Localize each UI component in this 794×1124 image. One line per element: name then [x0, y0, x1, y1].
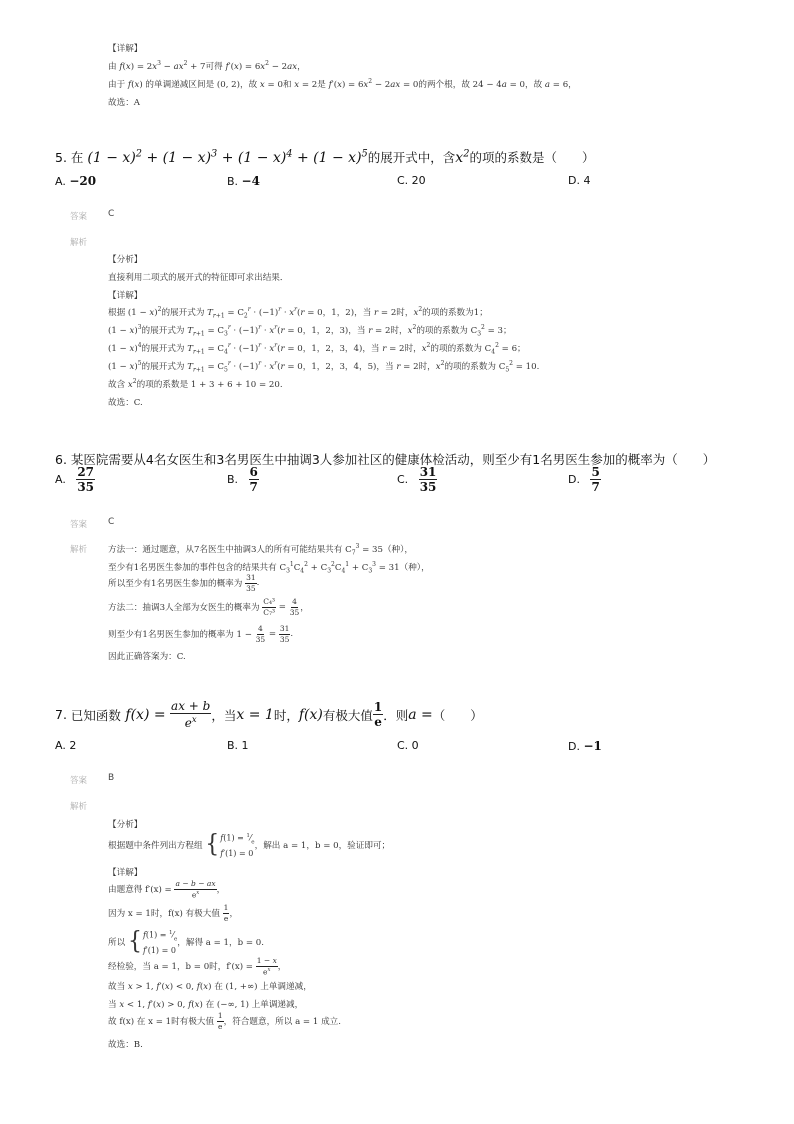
question-number: 5.: [55, 150, 67, 165]
answer-label: 答案: [70, 520, 88, 530]
option-d: D. 4: [568, 174, 591, 187]
detail-tag: 【详解】: [108, 44, 143, 54]
option-c: C. 0: [397, 739, 419, 752]
solution-line: 当 x < 1, f′(x) > 0, f(x) 在 (−∞, 1) 上单调递减，: [108, 1000, 304, 1010]
solution-line: $(1 - x)^5$的展开式为 $T_{r+1} = C_5^r \cdot (-1)^r \cdot x^r(r = 0$，1，2，3，4，5)，当 r = 2时，$x^2$的项的系数为 $C_5^2 = 10$.: [108, 360, 540, 374]
solution-line: 根据题中条件列出方程组 { $f(1) = ^1⁄_e$ f′(1) = 0 ，解出 a = 1，b = 0，验证即可；: [108, 830, 391, 859]
question-text: 在: [70, 150, 84, 165]
question-5-stem: 5. 在 $(1 - x)^2 + (1 - x)^3 + (1 - x)^4 + (1 - x)^5$的展开式中，含$x^2$的项的系数是（ ）: [55, 148, 595, 166]
solution-line: 故当 x > 1, f′(x) < 0, f(x) 在 (1, +∞) 上单调递减，: [108, 982, 312, 992]
option-d: D. −1: [568, 739, 602, 753]
question-text: 某医院需要从4名女医生和3名男医生中抽调3人参加社区的健康体检活动，则至少有1名男医生参加的概率为（ ）: [70, 452, 716, 467]
solution-line: 方法一：通过题意，从7名医生中抽调3人的所有可能结果共有 $C_7^3 = 35$（种），: [108, 543, 414, 557]
question-number: 6.: [55, 452, 67, 467]
answer-value: B: [108, 773, 115, 783]
answer-label: 答案: [70, 776, 88, 786]
option-c: C. $\frac{31}{35}$: [397, 465, 437, 494]
answer-label: 答案: [70, 212, 88, 222]
solution-line: 由题意得 f′(x) = $\frac{a - b - ax}{e^x}$ ，: [108, 879, 226, 899]
solution-line: 方法二：抽调3人全部为女医生的概率为 $\frac{\text{C₄³}}{\text{C₇³}}$ = $\frac{4}{35}$ ，: [108, 597, 309, 617]
solution-line: 根据 $(1 - x)^2$的展开式为 $T_{r+1} = C_2^r \cdot (-1)^r \cdot x^r(r = 0$，1，2)，当 r = 2时，$x^2$的项的系数为1；: [108, 306, 488, 320]
solution-line: 故 f(x) 在 x = 1时有极大值 $\frac{1}{e}$ ，符合题意，所以 a = 1 成立.: [108, 1011, 341, 1031]
solution-line: 至少有1名男医生参加的事件包含的结果共有 $C_3^1C_4^2 + C_3^2C_4^1 + C_3^3 = 31$（种），: [108, 561, 430, 575]
question-7-stem: 7. 已知函数 f(x) = $\frac{ax + b}{e^x}$ ，当 x = 1 时， f(x) 有极大值 $\frac{1}{e}$ ．则 a = （ ）: [55, 699, 483, 730]
option-a: A. −20: [55, 174, 97, 188]
analysis-tag: 【分析】: [108, 820, 143, 830]
solution-line: 由于 f(x) 的单调递减区间是 (0, 2)，故 x = 0和 x = 2是 $f'(x) = 6x^2 - 2ax = 0$的两个根，故 24 − 4a = 0，故 a = 6，: [108, 78, 577, 90]
solution-line: 故选：A: [108, 98, 140, 108]
option-b: B. 1: [227, 739, 249, 752]
question-text: 的展开式中，含: [367, 150, 456, 165]
option-b: B. $\frac{6}{7}$: [227, 465, 258, 494]
option-a: A. 2: [55, 739, 77, 752]
solution-line: 所以 { $f(1) = ^1⁄_e$ f′(1) = 0 ，解得 a = 1，b = 0.: [108, 927, 264, 956]
solution-line: 经检验，当 a = 1，b = 0时，f′(x) = $\frac{1 - x}{e^x}$ ，: [108, 956, 287, 976]
solution-line: 故含 $x^2$的项的系数是 1 + 3 + 6 + 10 = 20.: [108, 378, 283, 390]
option-c: C. 20: [397, 174, 426, 187]
answer-value: C: [108, 517, 115, 527]
analysis-label: 解析: [70, 802, 88, 812]
question-number: 7.: [55, 707, 67, 722]
solution-line: 所以至少有1名男医生参加的概率为 $\frac{31}{35}$ .: [108, 573, 260, 593]
solution-line: $(1 - x)^4$的展开式为 $T_{r+1} = C_4^r \cdot (-1)^r \cdot x^r(r = 0$，1，2，3，4)，当 r = 2时，$x^2$的项的系数为 $C_4^2 = 6$；: [108, 342, 526, 356]
answer-value: C: [108, 209, 115, 219]
solution-line: 则至少有1名男医生参加的概率为 1 − $\frac{4}{35}$ = $\frac{31}{35}$ .: [108, 624, 294, 644]
solution-line: 故选：C.: [108, 398, 143, 408]
detail-tag: 【详解】: [108, 868, 143, 878]
solution-line: $(1 - x)^3$的展开式为 $T_{r+1} = C_3^r \cdot (-1)^r \cdot x^r(r = 0$，1，2，3)，当 r = 2时，$x^2$的项的系数为 $C_3^2 = 3$；: [108, 324, 512, 338]
solution-line: 由 $f(x) = 2x^3 - ax^2 + 7$可得 $f'(x) = 6x^2 - 2ax$，: [108, 60, 306, 72]
question-6-stem: [55, 450, 715, 468]
solution-line: 因为 x = 1时，f(x) 有极大值 $\frac{1}{e}$ ，: [108, 903, 239, 923]
option-a: A. $\frac{27}{35}$: [55, 465, 95, 494]
option-b: B. −4: [227, 174, 260, 188]
option-d: D. $\frac{5}{7}$: [568, 465, 600, 494]
analysis-tag: 【分析】: [108, 255, 143, 265]
analysis-label: 解析: [70, 238, 88, 248]
solution-line: 因此正确答案为：C.: [108, 652, 186, 662]
detail-tag: 【详解】: [108, 291, 143, 301]
question-text: 的项的系数是（ ）: [469, 150, 595, 165]
solution-line: 故选：B.: [108, 1040, 143, 1050]
analysis-label: 解析: [70, 545, 88, 555]
analysis-text: 直接利用二项式的展开式的特征即可求出结果．: [108, 273, 289, 283]
